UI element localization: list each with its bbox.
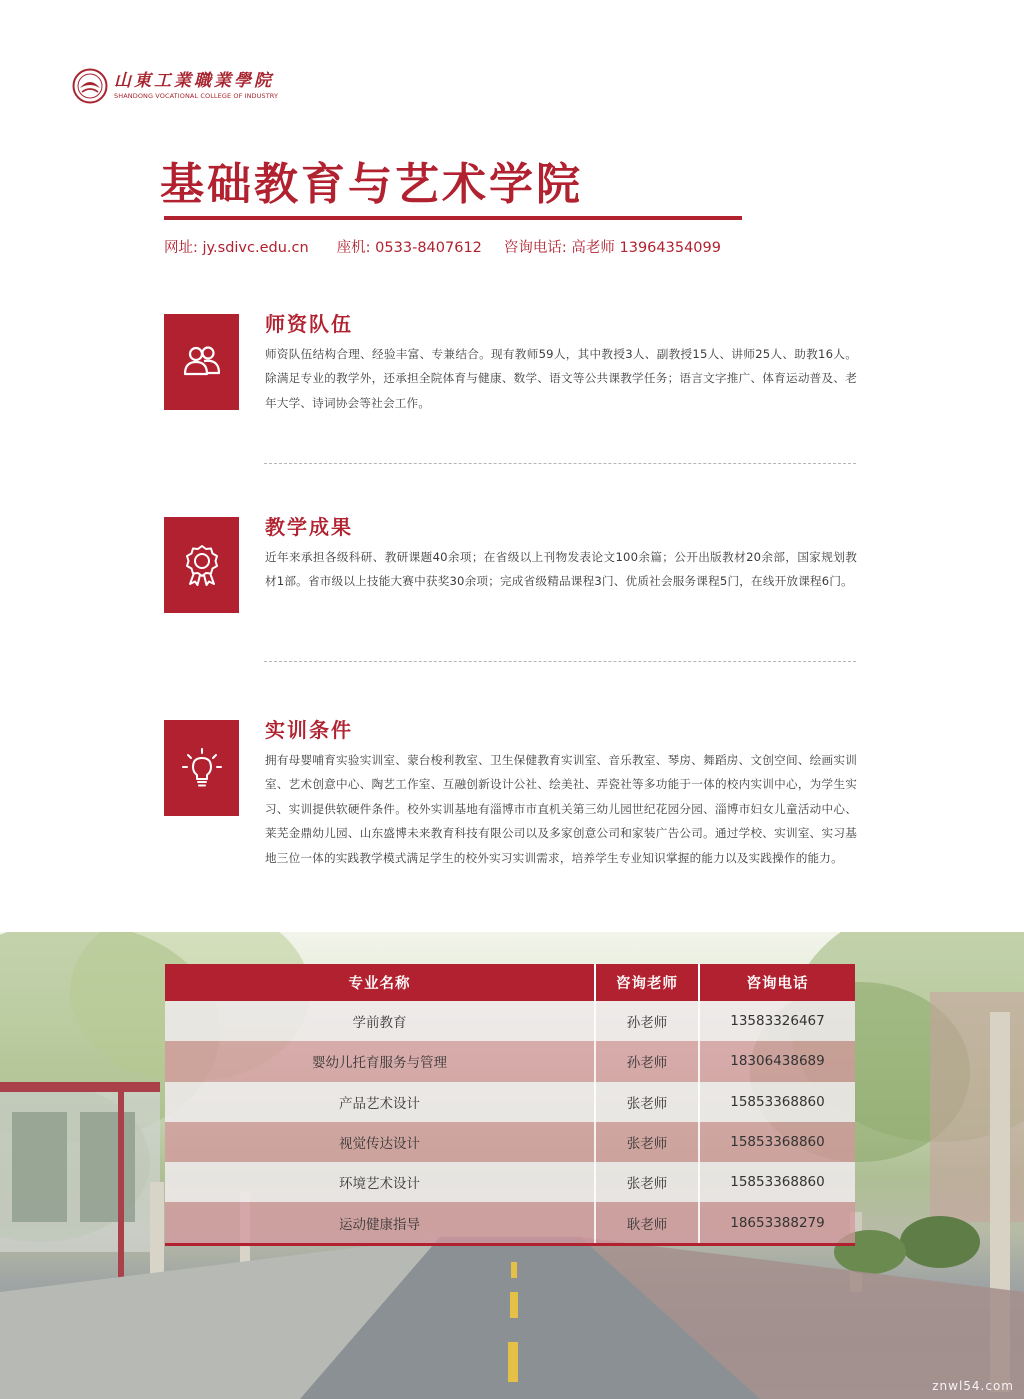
cell-phone: 15853368860 [699,1082,855,1122]
section-text: 师资队伍结构合理、经验丰富、专兼结合。现有教师59人，其中教授3人、副教授15人、讲师25人、助教16人。除满足专业的教学外，还承担全院体育与健康、数学、语文等公共课教学任务；语言文字推广、体育运动普及、老年大学、诗词协会等社会工作。 [265,347,857,410]
cell-major: 环境艺术设计 [165,1162,595,1202]
section-text: 近年来承担各级科研、教研课题40余项；在省级以上刊物发表论文100余篇；公开出版教材20余部，国家规划教材1部。省市级以上技能大赛中获奖30余项；完成省级精品课程3门、优质社会服务课程5门，在线开放课程6门。 [265,550,857,589]
landline-text: 座机: 0533-8407612 [336,240,482,256]
cell-phone: 18653388279 [699,1202,855,1244]
table-row [165,1122,855,1162]
table-row [165,1202,855,1244]
section-divider [264,661,856,662]
cell-teacher: 张老师 [595,1122,699,1162]
cell-teacher: 张老师 [595,1082,699,1122]
section-divider [264,463,856,464]
logo-english-name: SHANDONG VOCATIONAL COLLEGE OF INDUSTRY [114,91,279,100]
cell-teacher: 张老师 [595,1162,699,1202]
section-title: 师资队伍 [265,312,353,336]
cell-phone: 15853368860 [699,1122,855,1162]
cell-major: 视觉传达设计 [165,1122,595,1162]
header-major: 专业名称 [165,964,595,1001]
lightbulb-icon [180,746,224,790]
cell-phone: 18306438689 [699,1041,855,1081]
cell-teacher: 孙老师 [595,1001,699,1041]
college-emblem-icon [72,68,108,104]
section-title: 实训条件 [265,718,353,742]
college-logo [72,68,278,104]
header-teacher: 咨询老师 [595,964,699,1001]
cell-major: 运动健康指导 [165,1202,595,1244]
cell-phone: 15853368860 [699,1162,855,1202]
table-header-row [165,964,855,1001]
page-title: 基础教育与艺术学院 [160,159,583,210]
cell-teacher: 耿老师 [595,1202,699,1244]
consult-phone-text: 咨询电话: 高老师 13964354099 [503,240,721,256]
award-icon [180,543,224,587]
watermark-text: znwl54.com [932,1379,1014,1393]
table-row [165,1082,855,1122]
title-underline [164,216,742,220]
section-icon-box [164,720,239,816]
people-icon [180,340,224,384]
section-text: 拥有母婴哺育实验实训室、蒙台梭利教室、卫生保健教育实训室、音乐教室、琴房、舞蹈房、文创空间、绘画实训室、艺术创意中心、陶艺工作室、互融创新设计公社、绘美社、弄瓷社等多功能于一体的校内实训中心，为学生实习、实训提供软硬件条件。校外实训基地有淄博市市直机关第三幼儿园世纪花园分园、淄博市妇女儿童活动中心、莱芜金鼎幼儿园、山东盛博未来教育科技有限公司以及多家创意公司和家装广告公司。通过学校、实训室、实习基地三位一体的实践教学模式满足学生的校外实习实训需求，培养学生专业知识掌握的能力以及实践操作的能力。 [265,753,857,865]
cell-major: 婴幼儿托育服务与管理 [165,1041,595,1081]
section-icon-box [164,517,239,613]
contact-line [164,236,721,257]
header-phone: 咨询电话 [699,964,855,1001]
table-row [165,1001,855,1041]
majors-contact-table [165,964,855,1246]
section-title: 教学成果 [265,515,353,539]
cell-phone: 13583326467 [699,1001,855,1041]
logo-chinese-name: 山東工業職業學院 [114,70,274,91]
table-row [165,1162,855,1202]
section-icon-box [164,314,239,410]
cell-teacher: 孙老师 [595,1041,699,1081]
table-row [165,1041,855,1081]
cell-major: 产品艺术设计 [165,1082,595,1122]
website-text[interactable]: 网址: jy.sdivc.edu.cn [164,240,309,256]
cell-major: 学前教育 [165,1001,595,1041]
